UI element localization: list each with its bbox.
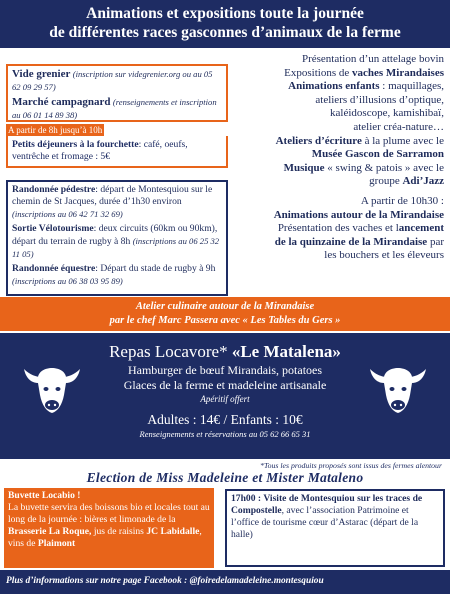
rando-note: (inscriptions au 06 42 71 32 69) [12,209,123,219]
bouchers-line: les bouchers et les éleveurs [324,249,444,262]
header-line-2: de différentes races gasconnes d’animaux de la ferme [49,24,401,41]
mirandaise-anim-line: Animations autour de la Mirandaise [273,208,444,221]
equestre-note: (inscriptions au 06 38 03 95 89) [12,276,123,286]
petits-dej-time: A partir de 8h jusqu’à 10h [8,125,103,135]
visite-desc: , avec l’association Patrimoine et l’office de tourisme cœur d’Astarac (départ de la halle) [231,505,419,540]
atelier-line-2: par le chef Marc Passera avec « Les Tables du Gers » [109,315,341,326]
repas-menu-line-2: Glaces de la ferme et madeleine artisanale [123,378,327,392]
marche-note: (renseignements et inscription au 06 01 14 89 38) [12,97,217,120]
velo-title: Sortie Vélotourisme [12,223,94,234]
petits-dej-title: Petits déjeuners à la fourchette [12,139,139,150]
kaleidoscope-line: kaléidoscope, kamishibaï, [330,107,444,120]
groupe-line: groupe Adi’Jazz [369,175,444,188]
repas-title: Repas Locavore* «Le Matalena» [109,342,341,361]
equestre-title: Randonnée équestre [12,263,96,274]
velo-note: (inscriptions au 06 25 32 11 05) [12,236,220,259]
election-title: Election de Miss Madeleine et Mister Mataleno [86,470,364,485]
header-line-1: Animations et expositions toute la journée [86,5,364,22]
expositions-line: Expositions de vaches Mirandaises [284,66,444,79]
vide-grenier-note: (inscription sur videgrenier.org ou au 05 62 09 29 57) [12,69,213,92]
buvette-title: Buvette Locabio ! [8,490,81,501]
ateliers-illusions-line: ateliers d’illusions d’optique, [315,93,444,106]
buvette-desc: La buvette servira des boissons bio et locales tout au long de la journée : bières et limonade de la Brasserie La Roque, jus de raisins JC Labidalle, vins de Plaimont [8,502,210,549]
equestre-desc: : Départ du stade de rugby à 9h [95,263,216,274]
randonnees-box [6,180,228,296]
rando-title: Randonnée pédestre [12,184,96,195]
header-banner [0,0,450,48]
petits-dej-desc: : café, oeufs, ventrêche et fromage : 5€ [12,139,188,162]
quinzaine-line: de la quinzaine de la Mirandaise par [274,235,444,248]
repas-info: Renseignements et réservations au 05 62 66 65 31 [139,429,311,439]
marche-title: Marché campagnard [12,96,111,108]
animations-column [232,53,444,263]
attelage-line: Présentation d’un attelage bovin [301,53,444,65]
animations-enfants-line: Animations enfants : maquillages, [288,80,444,93]
ateliers-ecriture-line: Ateliers d’écriture à la plume avec le [275,134,444,147]
musique-line: Musique « swing & patois » avec le [283,161,444,174]
rando-desc: : départ de Montesquiou sur le chemin de St Jacques, durée d’1h30 environ [12,184,213,207]
time-1030-line: A partir de 10h30 : [360,194,444,207]
repas-locavore-panel [0,333,450,459]
cow-head-icon-right [366,355,430,419]
facebook-footer: Plus d’informations sur notre page Facebook : @foiredelamadeleine.montesquiou [0,570,450,594]
repas-prices: Adultes : 14€ / Enfants : 10€ [147,412,303,427]
atelier-line-1: Atelier culinaire autour de la Mirandaise [135,301,315,312]
petits-dej-block [6,124,228,168]
vide-grenier-box [6,64,228,122]
vide-grenier-title: Vide grenier [12,68,71,80]
repas-menu-line-1: Hamburger de bœuf Mirandais, potatoes [127,363,323,377]
velo-desc: : deux circuits (60km ou 90km), départ du terrain de rugby à 8h [12,223,218,247]
cow-head-icon-left [20,355,84,419]
visite-box [225,489,445,567]
creanature-line: atelier créa-nature… [353,120,444,133]
produits-note: *Tous les produits proposés sont issus des fermes alentour [260,461,442,470]
buvette-box [4,488,214,568]
visite-title: 17h00 : Visite de Montesquiou sur les traces de Compostelle [231,493,423,516]
atelier-culinaire-band [0,297,450,331]
repas-apero: Apéritif offert [200,394,250,404]
presentation-vaches-line: Présentation des vaches et lancement [277,222,444,235]
musee-line: Musée Gascon de Sarramon [311,148,444,161]
